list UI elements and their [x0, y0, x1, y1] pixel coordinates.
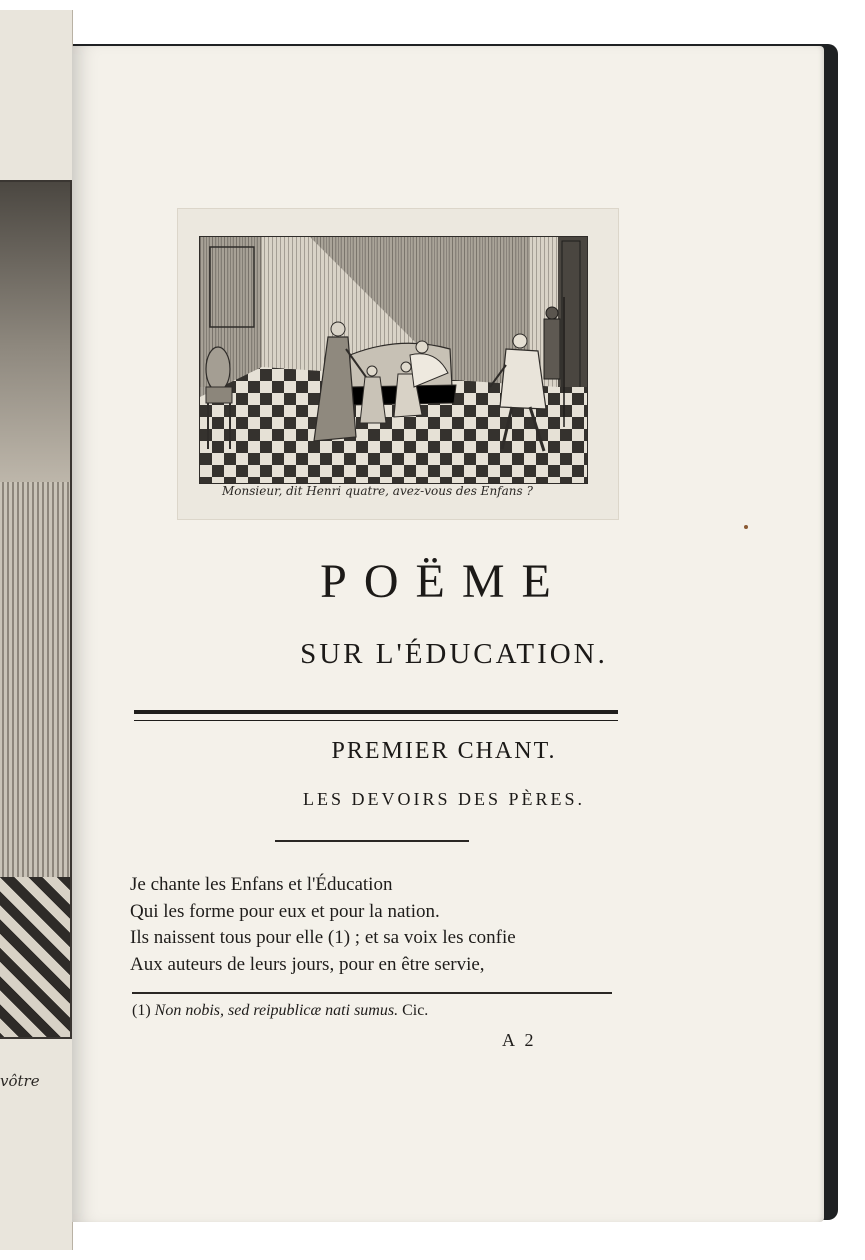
right-page: [72, 46, 824, 1222]
verse-line: Aux auteurs de leurs jours, pour en être servie,: [130, 953, 485, 975]
footnote: [132, 1002, 632, 1020]
chant-heading: PREMIER CHANT.: [331, 738, 557, 764]
signature-mark: A 2: [502, 1030, 537, 1050]
verse-block: [130, 872, 650, 978]
footnote-rule: [132, 992, 612, 994]
engraving-illustration: [199, 236, 588, 484]
verse-line: Ils naissent tous pour elle (1) ; et sa voix les confie: [130, 927, 516, 948]
left-page-caption: vôtre: [0, 1072, 40, 1090]
short-rule-divider: [275, 840, 469, 842]
plate-caption: Monsieur, dit Henri quatre, avez-vous des Enfans ?: [222, 484, 533, 498]
footnote-source: Cic.: [402, 1002, 429, 1019]
frontispiece-plate: [0, 180, 72, 1039]
checkered-floor: [0, 877, 70, 1037]
chant-subheading: LES DEVOIRS DES PÈRES.: [302, 789, 586, 809]
page-subtitle: SUR L'ÉDUCATION.: [300, 638, 608, 670]
double-rule-divider: [134, 710, 618, 721]
verse-line: Qui les forme pour eux et pour la nation.: [130, 900, 440, 922]
engraving-scene: [200, 237, 587, 483]
page-title: POËME: [320, 555, 568, 608]
foxing-spot: [744, 525, 748, 529]
left-facing-page: [0, 10, 73, 1250]
footnote-marker: (1): [132, 1002, 151, 1019]
footnote-quote: Non nobis, sed reipublicæ nati sumus.: [154, 1002, 399, 1019]
verse-line: Je chante les Enfans et l'Éducation: [130, 874, 393, 895]
